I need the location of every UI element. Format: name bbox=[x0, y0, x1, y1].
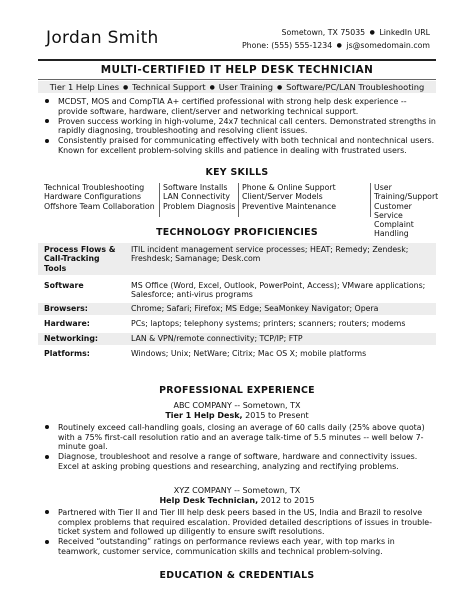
bullet-icon bbox=[45, 540, 49, 544]
headline: MULTI-CERTIFIED IT HELP DESK TECHNICIAN bbox=[38, 59, 436, 80]
skill-item: LAN Connectivity bbox=[163, 192, 231, 202]
tech-value: Chrome; Safari; Firefox; MS Edge; SeaMonkey Navigator; Opera bbox=[131, 304, 379, 313]
tech-value: Windows; Unix; NetWare; Citrix; Mac OS X; mobile platforms bbox=[131, 349, 367, 358]
candidate-name: Jordan Smith bbox=[46, 28, 159, 48]
role-title: Help Desk Technician, bbox=[159, 496, 259, 505]
section-heading-education bbox=[38, 570, 436, 581]
key-skills-column bbox=[44, 183, 155, 211]
bullet-separator-icon: ● bbox=[369, 29, 375, 36]
key-skills-column bbox=[159, 183, 235, 217]
role-line bbox=[38, 411, 436, 421]
role-dates: 2015 to Present bbox=[245, 411, 309, 420]
contact-line-2 bbox=[242, 39, 430, 52]
bullet-icon bbox=[45, 139, 49, 143]
bullet-icon bbox=[45, 455, 49, 459]
tech-label: Browsers: bbox=[44, 304, 88, 313]
skill-item: Phone & Online Support bbox=[242, 183, 336, 192]
key-skills-column bbox=[370, 183, 439, 239]
list-item bbox=[38, 97, 436, 116]
phone: Phone: (555) 555-1234 bbox=[241, 41, 333, 50]
job-bullet-text: Received “outstanding” ratings on performance reviews each year, with top marks in teamwork, customer service, communication skills and technical problem-solving. bbox=[58, 537, 395, 556]
section-heading-key-skills bbox=[38, 167, 436, 178]
summary-text: MCDST, MOS and CompTIA A+ certified professional with strong help desk experience -- provide software, hardware, client/server and networking technical support. bbox=[58, 97, 407, 116]
table-row bbox=[38, 333, 436, 345]
list-item bbox=[38, 508, 436, 537]
address: Sometown, TX 75035 bbox=[281, 28, 366, 37]
list-item bbox=[38, 452, 436, 471]
tech-value: LAN & VPN/remote connectivity; TCP/IP; FTP bbox=[131, 334, 303, 343]
role-dates: 2012 to 2015 bbox=[260, 496, 315, 505]
section-title: EDUCATION & CREDENTIALS bbox=[154, 570, 321, 581]
summary-text: Proven success working in high-volume, 24x7 technical call centers. Demonstrated strengths in rapidly diagnosing, troubleshooting and resolving client issues. bbox=[58, 116, 436, 136]
bullet-separator-icon: ● bbox=[207, 84, 217, 91]
skill-item: Preventive Maintenance bbox=[242, 201, 337, 211]
linkedin-link[interactable]: LinkedIn URL bbox=[379, 28, 430, 37]
list-item bbox=[38, 537, 436, 556]
section-title: KEY SKILLS bbox=[200, 167, 275, 178]
table-row bbox=[38, 349, 436, 359]
email-link[interactable]: js@somedomain.com bbox=[346, 41, 430, 50]
skill-item: User bbox=[374, 183, 392, 192]
section-heading-experience bbox=[38, 385, 436, 396]
summary-text: Consistently praised for communicating effectively with both technical and nontechnical users. Known for excellent problem-solving skills and patience in dealing with frustrated users. bbox=[58, 136, 435, 155]
bullet-icon bbox=[45, 425, 49, 429]
headline-skill: Technical Support bbox=[132, 82, 206, 92]
company-line: ABC COMPANY -- Sometown, TX bbox=[173, 401, 301, 410]
headline-skill: User Training bbox=[218, 82, 274, 92]
skill-item: Technical Troubleshooting bbox=[44, 183, 145, 192]
skill-item: Client/Server Models bbox=[242, 192, 323, 202]
table-row bbox=[38, 243, 436, 275]
section-title: PROFESSIONAL EXPERIENCE bbox=[153, 385, 321, 396]
contact-line-1 bbox=[242, 26, 430, 39]
headline-skill: Tier 1 Help Lines bbox=[49, 82, 120, 92]
skill-item: Offshore Team Collaboration bbox=[44, 201, 155, 211]
company-line: XYZ COMPANY -- Sometown, TX bbox=[173, 486, 301, 495]
section-title: TECHNOLOGY PROFICIENCIES bbox=[150, 227, 324, 238]
table-row bbox=[38, 319, 436, 329]
job-bullet-text: Diagnose, troubleshoot and resolve a range of software, hardware and connectivity issues. Excel at asking probing questions and researching, analyzing and rectifying problems. bbox=[58, 452, 418, 471]
role-title: Tier 1 Help Desk, bbox=[165, 411, 243, 420]
list-item bbox=[38, 423, 436, 452]
tech-value: ITIL incident management service processes; HEAT; Remedy; Zendesk; Freshdesk; Samanage; Desk.com bbox=[131, 245, 409, 264]
bullet-icon bbox=[45, 99, 49, 103]
skill-item: Complaint Handling bbox=[374, 220, 414, 239]
contact-block bbox=[242, 26, 430, 52]
bullet-icon bbox=[45, 119, 49, 123]
skill-item: Software Installs bbox=[163, 183, 228, 192]
skill-item: Hardware Configurations bbox=[44, 192, 142, 202]
list-item bbox=[38, 117, 436, 136]
tech-value: PCs; laptops; telephony systems; printers; scanners; routers; modems bbox=[131, 319, 406, 328]
list-item bbox=[38, 136, 436, 155]
role-line bbox=[38, 496, 436, 506]
tech-value: MS Office (Word, Excel, Outlook, PowerPoint, Access); VMware applications; Salesforce; anti-virus programs bbox=[131, 281, 426, 300]
skill-item: Customer Service bbox=[374, 201, 412, 220]
skill-item: Training/Support bbox=[374, 192, 439, 202]
summary-list bbox=[38, 97, 436, 156]
skill-item: Problem Diagnosis bbox=[163, 201, 236, 211]
tech-label: Platforms: bbox=[44, 349, 90, 358]
table-row bbox=[38, 275, 436, 301]
tech-label: Hardware: bbox=[44, 319, 90, 328]
headline-skill: Software/PC/LAN Troubleshooting bbox=[286, 82, 425, 92]
job-bullet-text: Partnered with Tier II and Tier III help desk peers based in the US, India and Brazil to resolve complex problems that required escalation. Provided detailed descriptions of issues in trouble-ticket system and followed up diligently to ensure swift resolutions. bbox=[58, 508, 433, 537]
tech-label: Networking: bbox=[44, 334, 99, 343]
key-skills-column bbox=[238, 183, 336, 217]
section-heading-technology bbox=[38, 227, 436, 238]
job-bullet-text: Routinely exceed call-handling goals, closing an average of 60 calls daily (25% above quota) with a 75% first-call resolution ratio and an average talk-time of 5.5 minutes -- well below 7-minute goal. bbox=[58, 423, 425, 452]
tech-table bbox=[38, 243, 436, 359]
headline-skills bbox=[38, 81, 436, 93]
bullet-separator-icon: ● bbox=[336, 42, 342, 49]
bullet-separator-icon: ● bbox=[275, 84, 285, 91]
bullet-icon bbox=[45, 510, 49, 514]
tech-label: Software bbox=[44, 281, 84, 290]
bullet-separator-icon: ● bbox=[121, 84, 131, 91]
job-bullets bbox=[38, 423, 436, 472]
table-row bbox=[38, 303, 436, 315]
job-bullets bbox=[38, 508, 436, 557]
tech-label: Process Flows & Call-Tracking Tools bbox=[44, 245, 116, 273]
